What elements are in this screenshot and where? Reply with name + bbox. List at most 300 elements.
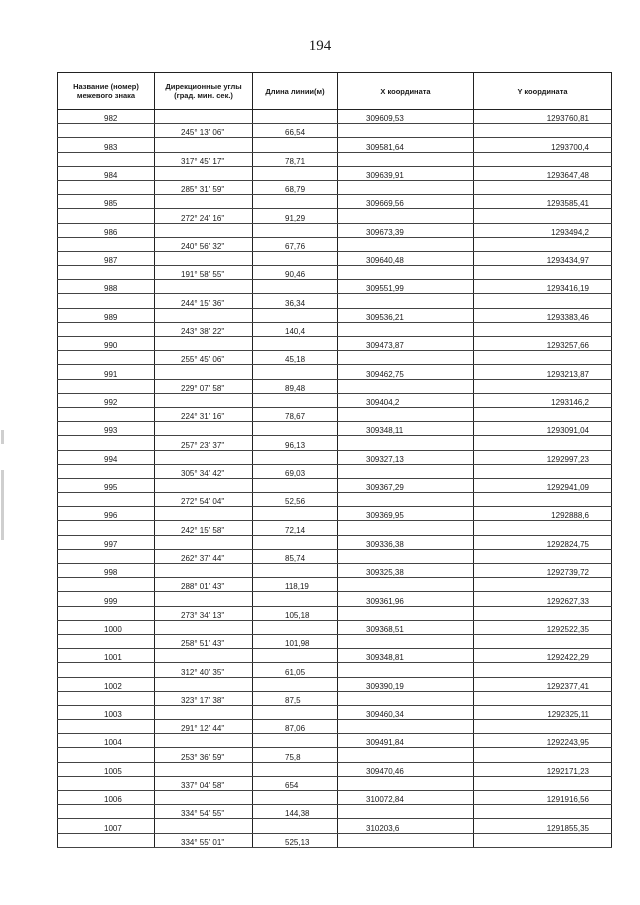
point-x: 309609,53	[338, 110, 474, 124]
empty-cell	[155, 195, 253, 209]
point-y: 1293434,97	[474, 251, 612, 265]
empty-cell	[155, 535, 253, 549]
point-name: 984	[58, 166, 155, 180]
empty-cell	[253, 337, 338, 351]
empty-cell	[58, 379, 155, 393]
empty-cell	[474, 180, 612, 194]
table-row-point	[58, 649, 612, 663]
page-number: 194	[308, 38, 332, 54]
segment-angle: 255° 45' 06"	[155, 351, 253, 365]
segment-length: 90,46	[253, 266, 338, 280]
empty-cell	[155, 592, 253, 606]
segment-length: 105,18	[253, 606, 338, 620]
empty-cell	[474, 691, 612, 705]
table-row-point	[58, 564, 612, 578]
table-row-segment	[58, 237, 612, 251]
table-row-point	[58, 535, 612, 549]
empty-cell	[253, 564, 338, 578]
table-header-row	[58, 73, 612, 110]
table-row-segment	[58, 578, 612, 592]
table-row-point	[58, 110, 612, 124]
empty-cell	[338, 606, 474, 620]
point-name: 1000	[58, 620, 155, 634]
point-y: 1292171,23	[474, 762, 612, 776]
empty-cell	[338, 379, 474, 393]
point-x: 309369,95	[338, 507, 474, 521]
point-x: 309640,48	[338, 251, 474, 265]
segment-angle: 288° 01' 43"	[155, 578, 253, 592]
point-y: 1293416,19	[474, 280, 612, 294]
empty-cell	[474, 322, 612, 336]
point-name: 982	[58, 110, 155, 124]
empty-cell	[155, 166, 253, 180]
segment-length: 85,74	[253, 549, 338, 563]
empty-cell	[58, 294, 155, 308]
empty-cell	[155, 762, 253, 776]
empty-cell	[338, 351, 474, 365]
empty-cell	[58, 493, 155, 507]
point-y: 1293257,66	[474, 337, 612, 351]
empty-cell	[58, 180, 155, 194]
segment-angle: 224° 31' 16"	[155, 407, 253, 421]
empty-cell	[474, 379, 612, 393]
empty-cell	[155, 819, 253, 833]
segment-length: 78,67	[253, 407, 338, 421]
table-body	[58, 110, 612, 848]
point-name: 1007	[58, 819, 155, 833]
header-angle: Дирекционные углы (град. мин. сек.)	[155, 73, 253, 110]
segment-angle: 334° 55' 01"	[155, 833, 253, 847]
empty-cell	[58, 748, 155, 762]
segment-length: 45,18	[253, 351, 338, 365]
empty-cell	[338, 748, 474, 762]
point-name: 987	[58, 251, 155, 265]
segment-length: 140,4	[253, 322, 338, 336]
empty-cell	[338, 634, 474, 648]
empty-cell	[58, 407, 155, 421]
empty-cell	[58, 606, 155, 620]
empty-cell	[58, 720, 155, 734]
point-x: 310203,6	[338, 819, 474, 833]
empty-cell	[58, 776, 155, 790]
table-row-point	[58, 734, 612, 748]
table-row-segment	[58, 351, 612, 365]
empty-cell	[474, 748, 612, 762]
table-row-segment	[58, 407, 612, 421]
segment-length: 101,98	[253, 634, 338, 648]
table-row-segment	[58, 521, 612, 535]
empty-cell	[338, 691, 474, 705]
empty-cell	[155, 791, 253, 805]
point-name: 985	[58, 195, 155, 209]
segment-angle: 291° 12' 44"	[155, 720, 253, 734]
empty-cell	[338, 407, 474, 421]
segment-length: 118,19	[253, 578, 338, 592]
empty-cell	[338, 209, 474, 223]
empty-cell	[474, 464, 612, 478]
segment-length: 654	[253, 776, 338, 790]
segment-angle: 272° 54' 04"	[155, 493, 253, 507]
table-row-segment	[58, 833, 612, 847]
empty-cell	[474, 266, 612, 280]
segment-angle: 323° 17' 38"	[155, 691, 253, 705]
point-x: 309551,99	[338, 280, 474, 294]
empty-cell	[58, 351, 155, 365]
segment-length: 87,06	[253, 720, 338, 734]
empty-cell	[155, 223, 253, 237]
point-x: 309639,91	[338, 166, 474, 180]
empty-cell	[474, 351, 612, 365]
table-row-point	[58, 762, 612, 776]
empty-cell	[474, 209, 612, 223]
table-row-point	[58, 478, 612, 492]
empty-cell	[338, 464, 474, 478]
empty-cell	[474, 407, 612, 421]
table-row-point	[58, 620, 612, 634]
table-row-segment	[58, 634, 612, 648]
empty-cell	[155, 705, 253, 719]
table-row-point	[58, 393, 612, 407]
point-x: 309327,13	[338, 450, 474, 464]
empty-cell	[155, 110, 253, 124]
segment-angle: 257° 23' 37"	[155, 436, 253, 450]
segment-angle: 229° 07' 58"	[155, 379, 253, 393]
table-row-point	[58, 791, 612, 805]
point-name: 986	[58, 223, 155, 237]
empty-cell	[253, 819, 338, 833]
empty-cell	[338, 493, 474, 507]
segment-length: 66,54	[253, 124, 338, 138]
point-name: 990	[58, 337, 155, 351]
table-row-segment	[58, 464, 612, 478]
empty-cell	[253, 195, 338, 209]
empty-cell	[58, 209, 155, 223]
segment-length: 144,38	[253, 805, 338, 819]
empty-cell	[58, 322, 155, 336]
segment-angle: 245° 13' 06"	[155, 124, 253, 138]
empty-cell	[338, 720, 474, 734]
point-name: 999	[58, 592, 155, 606]
empty-cell	[338, 266, 474, 280]
point-y: 1293383,46	[474, 308, 612, 322]
table-row-segment	[58, 124, 612, 138]
empty-cell	[253, 478, 338, 492]
empty-cell	[253, 535, 338, 549]
point-x: 309368,51	[338, 620, 474, 634]
table-row-point	[58, 337, 612, 351]
empty-cell	[338, 152, 474, 166]
empty-cell	[338, 521, 474, 535]
point-name: 993	[58, 422, 155, 436]
point-y: 1292941,09	[474, 478, 612, 492]
segment-length: 36,34	[253, 294, 338, 308]
point-x: 309581,64	[338, 138, 474, 152]
table-row-segment	[58, 663, 612, 677]
empty-cell	[155, 450, 253, 464]
empty-cell	[253, 791, 338, 805]
point-y: 1293647,48	[474, 166, 612, 180]
point-x: 309536,21	[338, 308, 474, 322]
empty-cell	[58, 634, 155, 648]
empty-cell	[253, 280, 338, 294]
empty-cell	[253, 166, 338, 180]
table-row-segment	[58, 152, 612, 166]
table-row-point	[58, 251, 612, 265]
empty-cell	[474, 493, 612, 507]
table-row-segment	[58, 691, 612, 705]
point-name: 991	[58, 365, 155, 379]
point-x: 309361,96	[338, 592, 474, 606]
table-row-point	[58, 308, 612, 322]
point-x: 309404,2	[338, 393, 474, 407]
segment-angle: 262° 37' 44"	[155, 549, 253, 563]
point-x: 309348,81	[338, 649, 474, 663]
point-y: 1292522,35	[474, 620, 612, 634]
point-y: 1292627,33	[474, 592, 612, 606]
table-row-segment	[58, 209, 612, 223]
segment-length: 87,5	[253, 691, 338, 705]
empty-cell	[474, 294, 612, 308]
point-x: 309390,19	[338, 677, 474, 691]
empty-cell	[338, 663, 474, 677]
empty-cell	[253, 365, 338, 379]
empty-cell	[253, 677, 338, 691]
segment-length: 69,03	[253, 464, 338, 478]
empty-cell	[474, 805, 612, 819]
empty-cell	[474, 663, 612, 677]
scan-edge-mark	[1, 470, 4, 540]
empty-cell	[338, 294, 474, 308]
empty-cell	[474, 578, 612, 592]
point-name: 1006	[58, 791, 155, 805]
empty-cell	[155, 280, 253, 294]
empty-cell	[155, 649, 253, 663]
empty-cell	[474, 634, 612, 648]
point-y: 1292824,75	[474, 535, 612, 549]
point-y: 1293760,81	[474, 110, 612, 124]
segment-length: 61,05	[253, 663, 338, 677]
point-y: 1292422,29	[474, 649, 612, 663]
point-name: 1002	[58, 677, 155, 691]
point-name: 992	[58, 393, 155, 407]
table-row-segment	[58, 493, 612, 507]
empty-cell	[338, 578, 474, 592]
point-x: 309491,84	[338, 734, 474, 748]
table-row-segment	[58, 294, 612, 308]
segment-angle: 334° 54' 55"	[155, 805, 253, 819]
segment-length: 96,13	[253, 436, 338, 450]
point-x: 309470,46	[338, 762, 474, 776]
point-y: 1292377,41	[474, 677, 612, 691]
empty-cell	[474, 521, 612, 535]
table-row-segment	[58, 379, 612, 393]
empty-cell	[338, 124, 474, 138]
segment-angle: 285° 31' 59"	[155, 180, 253, 194]
empty-cell	[58, 436, 155, 450]
segment-length: 525,13	[253, 833, 338, 847]
table-row-point	[58, 819, 612, 833]
empty-cell	[253, 705, 338, 719]
table-row-point	[58, 705, 612, 719]
table-row-point	[58, 280, 612, 294]
point-name: 1005	[58, 762, 155, 776]
header-x: X координата	[338, 73, 474, 110]
boundary-coordinates-table	[57, 72, 612, 848]
point-y: 1292325,11	[474, 705, 612, 719]
empty-cell	[155, 138, 253, 152]
table-row-segment	[58, 549, 612, 563]
empty-cell	[58, 152, 155, 166]
segment-angle: 305° 34' 42"	[155, 464, 253, 478]
table-row-segment	[58, 606, 612, 620]
empty-cell	[58, 691, 155, 705]
point-y: 1293146,2	[474, 393, 612, 407]
empty-cell	[58, 805, 155, 819]
segment-angle: 258° 51' 43"	[155, 634, 253, 648]
table-row-segment	[58, 436, 612, 450]
segment-length: 72,14	[253, 521, 338, 535]
point-y: 1292739,72	[474, 564, 612, 578]
table-row-point	[58, 450, 612, 464]
table-row-point	[58, 365, 612, 379]
point-name: 996	[58, 507, 155, 521]
point-y: 1292997,23	[474, 450, 612, 464]
point-y: 1293700,4	[474, 138, 612, 152]
table-row-segment	[58, 322, 612, 336]
table-row-segment	[58, 805, 612, 819]
scan-edge-mark	[1, 430, 4, 444]
segment-length: 67,76	[253, 237, 338, 251]
empty-cell	[58, 124, 155, 138]
empty-cell	[155, 393, 253, 407]
empty-cell	[338, 322, 474, 336]
table-row-point	[58, 422, 612, 436]
segment-angle: 337° 04' 58"	[155, 776, 253, 790]
header-length: Длина линии(м)	[253, 73, 338, 110]
empty-cell	[338, 805, 474, 819]
empty-cell	[155, 365, 253, 379]
empty-cell	[155, 308, 253, 322]
segment-length: 75,8	[253, 748, 338, 762]
empty-cell	[338, 549, 474, 563]
segment-angle: 242° 15' 58"	[155, 521, 253, 535]
table-row-segment	[58, 266, 612, 280]
empty-cell	[155, 251, 253, 265]
point-x: 309367,29	[338, 478, 474, 492]
segment-angle: 317° 45' 17"	[155, 152, 253, 166]
header-name: Название (номер) межевого знака	[58, 73, 155, 110]
empty-cell	[155, 337, 253, 351]
table-row-point	[58, 195, 612, 209]
table-row-point	[58, 223, 612, 237]
point-x: 310072,84	[338, 791, 474, 805]
point-y: 1293494,2	[474, 223, 612, 237]
empty-cell	[338, 180, 474, 194]
empty-cell	[338, 833, 474, 847]
table-row-point	[58, 677, 612, 691]
point-name: 988	[58, 280, 155, 294]
segment-length: 78,71	[253, 152, 338, 166]
segment-angle: 273° 34' 13"	[155, 606, 253, 620]
point-y: 1291916,56	[474, 791, 612, 805]
point-name: 995	[58, 478, 155, 492]
empty-cell	[253, 138, 338, 152]
table-row-segment	[58, 776, 612, 790]
point-x: 309462,75	[338, 365, 474, 379]
header-y: Y координата	[474, 73, 612, 110]
empty-cell	[253, 762, 338, 776]
empty-cell	[155, 734, 253, 748]
empty-cell	[253, 507, 338, 521]
empty-cell	[474, 436, 612, 450]
point-x: 309460,34	[338, 705, 474, 719]
empty-cell	[338, 436, 474, 450]
empty-cell	[58, 578, 155, 592]
empty-cell	[253, 223, 338, 237]
segment-angle: 312° 40' 35"	[155, 663, 253, 677]
point-x: 309348,11	[338, 422, 474, 436]
point-name: 989	[58, 308, 155, 322]
segment-angle: 244° 15' 36"	[155, 294, 253, 308]
point-y: 1293091,04	[474, 422, 612, 436]
segment-angle: 243° 38' 22"	[155, 322, 253, 336]
empty-cell	[253, 734, 338, 748]
point-y: 1293585,41	[474, 195, 612, 209]
empty-cell	[58, 663, 155, 677]
empty-cell	[253, 251, 338, 265]
empty-cell	[474, 237, 612, 251]
empty-cell	[58, 549, 155, 563]
table-row-point	[58, 507, 612, 521]
point-x: 309673,39	[338, 223, 474, 237]
segment-length: 89,48	[253, 379, 338, 393]
point-name: 997	[58, 535, 155, 549]
point-name: 1001	[58, 649, 155, 663]
empty-cell	[155, 422, 253, 436]
empty-cell	[253, 450, 338, 464]
empty-cell	[474, 124, 612, 138]
segment-angle: 272° 24' 16"	[155, 209, 253, 223]
point-y: 1292888,6	[474, 507, 612, 521]
segment-length: 91,29	[253, 209, 338, 223]
point-name: 994	[58, 450, 155, 464]
table-row-point	[58, 592, 612, 606]
empty-cell	[155, 507, 253, 521]
empty-cell	[155, 620, 253, 634]
empty-cell	[253, 592, 338, 606]
point-y: 1291855,35	[474, 819, 612, 833]
empty-cell	[58, 237, 155, 251]
point-x: 309669,56	[338, 195, 474, 209]
empty-cell	[253, 393, 338, 407]
point-name: 983	[58, 138, 155, 152]
empty-cell	[474, 549, 612, 563]
empty-cell	[474, 776, 612, 790]
empty-cell	[253, 649, 338, 663]
table-row-segment	[58, 748, 612, 762]
point-x: 309473,87	[338, 337, 474, 351]
empty-cell	[474, 606, 612, 620]
empty-cell	[58, 266, 155, 280]
empty-cell	[474, 833, 612, 847]
empty-cell	[58, 521, 155, 535]
empty-cell	[155, 478, 253, 492]
empty-cell	[253, 308, 338, 322]
point-x: 309325,38	[338, 564, 474, 578]
table-row-point	[58, 166, 612, 180]
empty-cell	[338, 237, 474, 251]
segment-angle: 191° 58' 55"	[155, 266, 253, 280]
